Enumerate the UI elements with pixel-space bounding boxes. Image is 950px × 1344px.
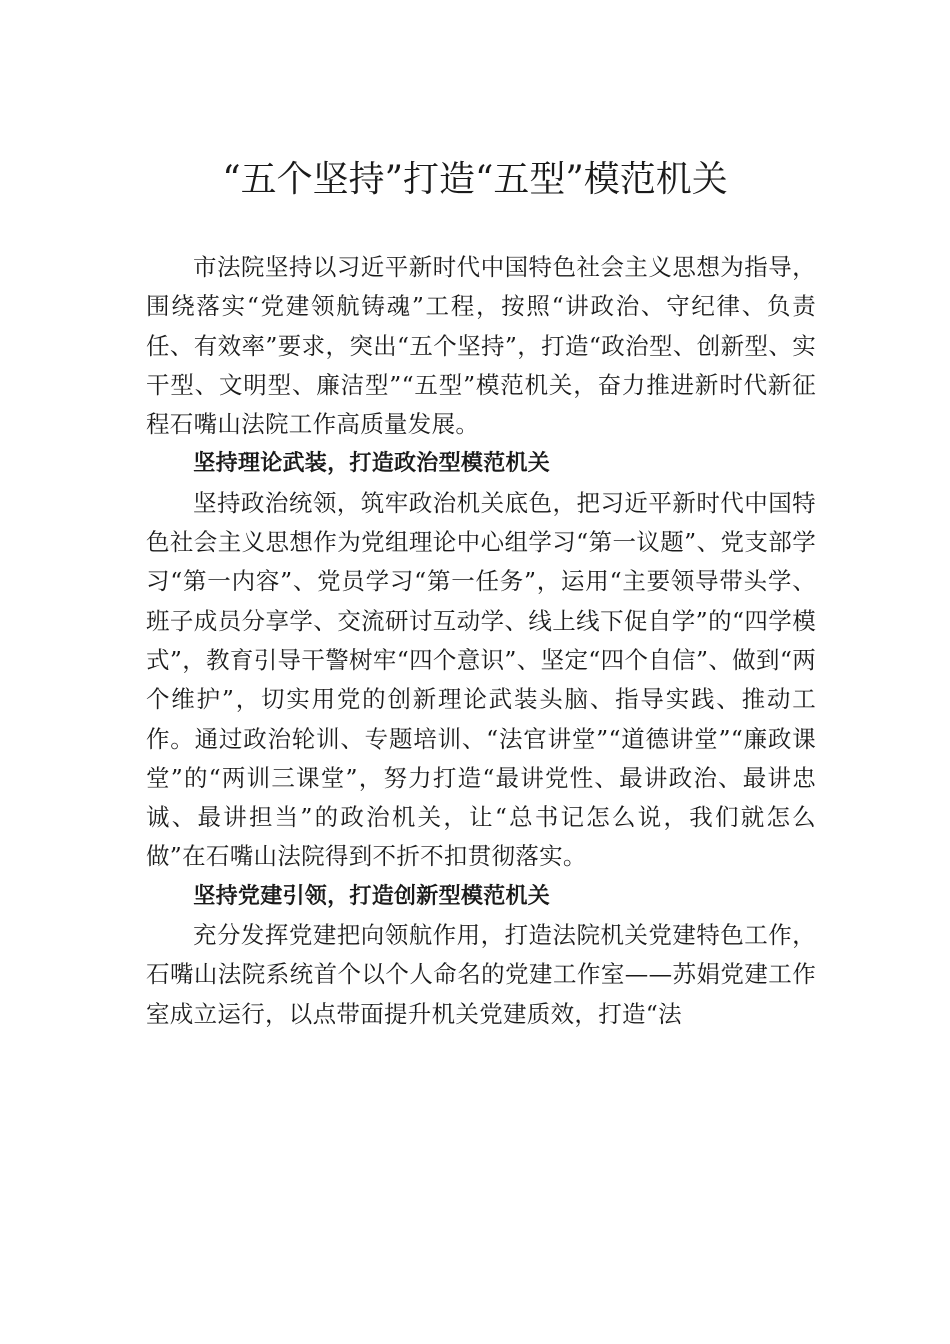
- section-paragraph-2: 充分发挥党建把向领航作用，打造法院机关党建特色工作，石嘴山法院系统首个以个人命名的党建工作室——苏娟党建工作室成立运行，以点带面提升机关党建质效，打造“法: [146, 921, 816, 1028]
- document-body: [146, 248, 816, 1034]
- document-title: “五个坚持”打造“五型”模范机关: [222, 159, 728, 200]
- section-heading-1: 坚持理论武装，打造政治型模范机关: [193, 451, 551, 477]
- section-heading-2: 坚持党建引领，打造创新型模范机关: [193, 883, 551, 909]
- section-paragraph-1: 坚持政治统领，筑牢政治机关底色，把习近平新时代中国特色社会主义思想作为党组理论中心组学习“第一议题”、党支部学习“第一内容”、党员学习“第一任务”，运用“主要领导带头学、班子成员分享学、交流研讨互动学、线上线下促自学”的“四学模式”，教育引导干警树牢“四个意识”、坚定“四个自信”、做到“两个维护”，切实用党的创新理论武装头脑、指导实践、推动工作。通过政治轮训、专题培训、“法官讲堂”“道德讲堂”“廉政课堂”的“两训三课堂”，努力打造“最讲党性、最讲政治、最讲忠诚、最讲担当”的政治机关，让“总书记怎么说，我们就怎么做”在石嘴山法院得到不折不扣贯彻落实。: [146, 488, 816, 871]
- intro-paragraph: 市法院坚持以习近平新时代中国特色社会主义思想为指导，围绕落实“党建领航铸魂”工程，按照“讲政治、守纪律、负责任、有效率”要求，突出“五个坚持”，打造“政治型、创新型、实干型、文明型、廉洁型”“五型”模范机关，奋力推进新时代新征程石嘴山法院工作高质量发展。: [146, 253, 816, 439]
